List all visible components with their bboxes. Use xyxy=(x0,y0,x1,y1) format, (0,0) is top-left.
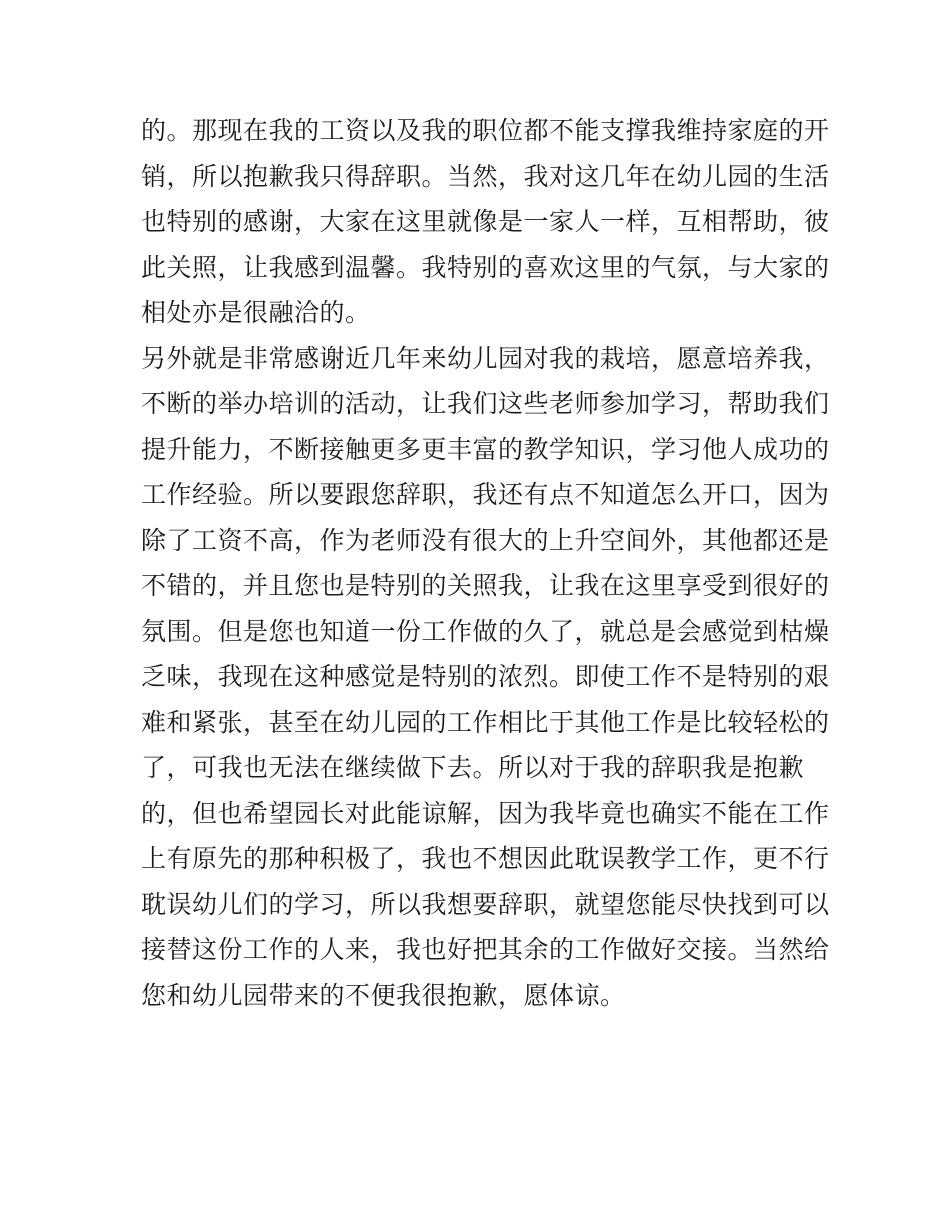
text-line: 不断的举办培训的活动，让我们这些老师参加学习，帮助我们 xyxy=(141,389,830,418)
text-line: 销，所以抱歉我只得辞职。当然，我对这几年在幼儿园的生活 xyxy=(141,161,830,191)
text-line: 了，可我也无法在继续做下去。所以对于我的辞职我是抱歉 xyxy=(141,753,805,782)
text-line: 提升能力，不断接触更多更丰富的教学知识，学习他人成功的 xyxy=(141,434,830,464)
text-line: 除了工资不高，作为老师没有很大的上升空间外，其他都还是 xyxy=(141,525,830,555)
text-line: 此关照，让我感到温馨。我特别的喜欢这里的气氛，与大家的 xyxy=(141,252,830,282)
text-line: 也特别的感谢，大家在这里就像是一家人一样，互相帮助，彼 xyxy=(141,207,830,236)
text-line: 耽误幼儿们的学习，所以我想要辞职，就望您能尽快找到可以 xyxy=(141,889,830,919)
text-line: 上有原先的那种积极了，我也不想因此耽误教学工作，更不行 xyxy=(141,844,830,873)
text-line: 的，但也希望园长对此能谅解，因为我毕竟也确实不能在工作 xyxy=(141,798,830,828)
text-line: 工作经验。所以要跟您辞职，我还有点不知道怎么开口，因为 xyxy=(141,480,830,509)
text-line: 乏味，我现在这种感觉是特别的浓烈。即使工作不是特别的艰 xyxy=(141,662,830,691)
text-line: 接替这份工作的人来，我也好把其余的工作做好交接。当然给 xyxy=(141,935,830,964)
text-line: 的。那现在我的工资以及我的职位都不能支撑我维持家庭的开 xyxy=(141,116,830,145)
text-line: 难和紧张，甚至在幼儿园的工作相比于其他工作是比较轻松的 xyxy=(141,707,830,737)
text-line: 不错的，并且您也是特别的关照我，让我在这里享受到很好的 xyxy=(141,571,830,600)
document-body-text xyxy=(141,108,830,1018)
text-line: 另外就是非常感谢近几年来幼儿园对我的栽培，愿意培养我， xyxy=(141,343,830,373)
text-line: 相处亦是很融洽的。 xyxy=(141,298,371,327)
text-line: 您和幼儿园带来的不便我很抱歉，愿体谅。 xyxy=(141,980,626,1010)
text-line: 氛围。但是您也知道一份工作做的久了，就总是会感觉到枯燥 xyxy=(141,616,830,646)
